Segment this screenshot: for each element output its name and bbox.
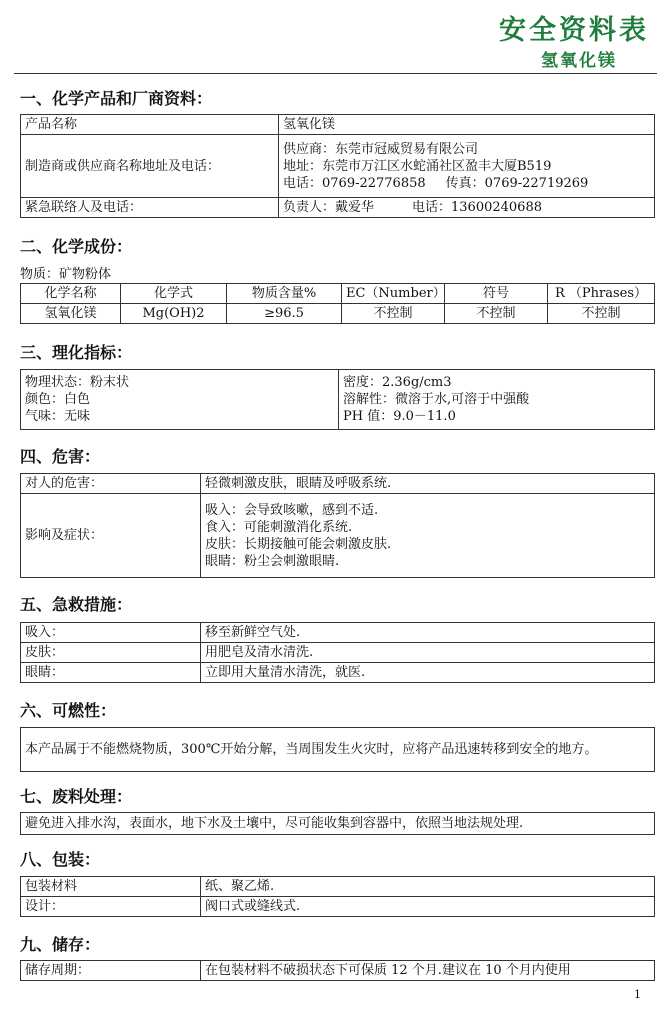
maker-info — [279, 135, 655, 198]
product-name-value: 氢氧化镁 — [279, 115, 655, 135]
phone-fax-line — [283, 175, 650, 192]
page-number: 1 — [634, 988, 641, 1001]
section-6-heading: 六、可燃性： — [20, 701, 117, 720]
effects-label: 影响及症状： — [21, 494, 201, 578]
contact-phone: 电话：13600240688 — [412, 199, 542, 215]
company-table — [20, 114, 655, 218]
composition-table — [20, 283, 655, 324]
effect-item: 吸入：会导致咳嗽，感到不适. — [205, 502, 379, 518]
effects-list — [201, 494, 655, 578]
design-value: 阀口式或缝线式. — [201, 897, 655, 917]
properties-right — [339, 370, 655, 430]
header-rule — [14, 73, 657, 74]
header-cell: 物质含量% — [227, 284, 342, 304]
emergency-value — [279, 198, 655, 218]
header-cell: 化学式 — [121, 284, 227, 304]
header-cell: EC（Number） — [342, 284, 445, 304]
section-5-heading: 五、急救措施： — [20, 595, 133, 614]
contact-person: 负责人：戴爱华 — [283, 199, 375, 215]
flammability-text: 本产品属于不能燃烧物质，300℃开始分解，当周围发生火灾时，应将产品迅速转移到安全的地方。 — [21, 728, 655, 772]
first-aid-label: 眼睛： — [21, 663, 201, 683]
disposal-text: 避免进入排水沟，表面水，地下水及土壤中，尽可能收集到容器中，依照当地法规处理. — [21, 813, 655, 835]
storage-label: 储存周期： — [21, 961, 201, 981]
first-aid-value: 移至新鲜空气处. — [201, 623, 655, 643]
properties-left — [21, 370, 339, 430]
header-cell: 符号 — [445, 284, 548, 304]
section-9-heading: 九、储存： — [20, 935, 101, 954]
human-hazard-label: 对人的危害： — [21, 474, 201, 494]
emergency-label: 紧急联络人及电话： — [21, 198, 279, 218]
odor: 气味：无味 — [25, 409, 91, 424]
ph-value: PH 值：9.0－11.0 — [343, 409, 456, 424]
maker-label: 制造商或供应商名称地址及电话： — [21, 135, 279, 198]
storage-value: 在包装材料不破损状态下可保质 12 个月.建议在 10 个月内使用 — [201, 961, 655, 981]
substance-line: 物质：矿物粉体 — [20, 267, 112, 282]
supplier-line: 供应商：东莞市冠威贸易有限公司 — [283, 141, 479, 157]
hazards-table — [20, 473, 655, 578]
packaging-table — [20, 876, 655, 917]
physical-state: 物理状态：粉末状 — [25, 375, 130, 390]
section-8-heading: 八、包装： — [20, 850, 101, 869]
data-cell: 不控制 — [342, 304, 445, 324]
section-1-heading: 一、化学产品和厂商资料： — [20, 89, 213, 108]
product-name-label: 产品名称 — [21, 115, 279, 135]
section-4-heading: 四、危害： — [20, 447, 101, 466]
solubility: 溶解性：微溶于水,可溶于中强酸 — [343, 392, 530, 407]
data-cell: ≥96.5 — [227, 304, 342, 324]
data-cell: 不控制 — [445, 304, 548, 324]
section-7-heading: 七、废料处理： — [20, 787, 133, 806]
first-aid-label: 吸入： — [21, 623, 201, 643]
design-label: 设计： — [21, 897, 201, 917]
data-cell: 不控制 — [548, 304, 655, 324]
first-aid-value: 立即用大量清水清洗，就医. — [201, 663, 655, 683]
storage-table — [20, 960, 655, 981]
header-cell: R （Phrases） — [548, 284, 655, 304]
packaging-label: 包装材料 — [21, 877, 201, 897]
first-aid-value: 用肥皂及清水清洗. — [201, 643, 655, 663]
data-cell: 氢氧化镁 — [21, 304, 121, 324]
effect-item: 皮肤：长期接触可能会刺激皮肤. — [205, 536, 392, 552]
effect-item: 眼睛：粉尘会刺激眼睛. — [205, 553, 340, 569]
doc-subtitle: 氢氧化镁 — [541, 51, 617, 71]
packaging-value: 纸、聚乙烯. — [201, 877, 655, 897]
data-cell: Mg(OH)2 — [121, 304, 227, 324]
address-line: 地址：东莞市万江区水蛇涌社区盈丰大厦B519 — [283, 158, 552, 174]
phone: 电话：0769-22776858 — [283, 175, 426, 191]
first-aid-table — [20, 622, 655, 683]
doc-title: 安全资料表 — [499, 15, 649, 46]
flammability-table — [20, 727, 655, 772]
physical-properties-table — [20, 369, 655, 430]
header-cell: 化学名称 — [21, 284, 121, 304]
section-3-heading: 三、理化指标： — [20, 343, 133, 362]
effect-item: 食入：可能刺激消化系统. — [205, 519, 353, 535]
section-2-heading: 二、化学成份： — [20, 237, 133, 256]
first-aid-label: 皮肤： — [21, 643, 201, 663]
disposal-table — [20, 812, 655, 835]
density: 密度：2.36g/cm3 — [343, 375, 452, 390]
color: 颜色：白色 — [25, 392, 91, 407]
human-hazard-value: 轻微刺激皮肤，眼睛及呼吸系统. — [201, 474, 655, 494]
fax: 传真：0769-22719269 — [445, 175, 589, 191]
